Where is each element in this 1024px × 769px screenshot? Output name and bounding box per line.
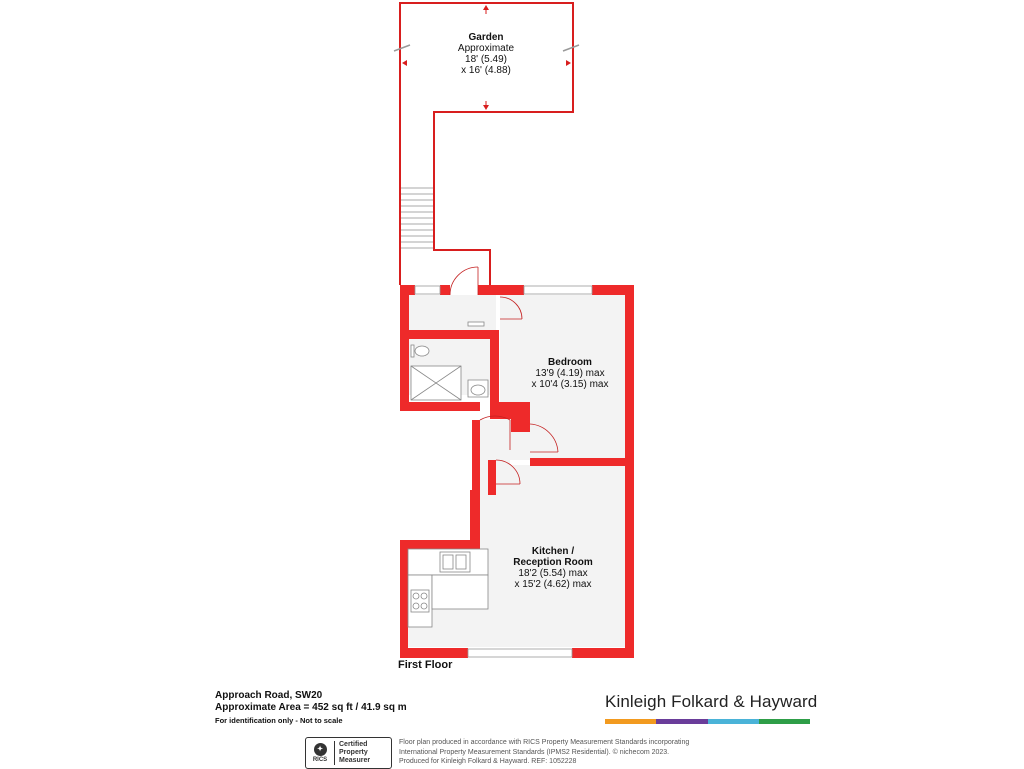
kitchen-label (500, 546, 606, 590)
approximate-area: Approximate Area = 452 sq ft / 41.9 sq m (215, 702, 407, 713)
kitchen-dim-2: x 15'2 (4.62) max (514, 579, 592, 590)
bedroom-dim-2: x 10'4 (3.15) max (531, 379, 609, 390)
bedroom-name: Bedroom (548, 357, 592, 368)
garden-dim-1: 18' (5.49) (465, 54, 507, 65)
bedroom-label (520, 357, 620, 390)
garden-name: Garden (468, 32, 504, 43)
rics-certification-text (334, 741, 370, 765)
disclaimer-line-1: Floor plan produced in accordance with RICS Property Measurement Standards incorporating (399, 739, 690, 746)
kitchen-dim-1: 18'2 (5.54) max (518, 568, 588, 579)
rics-emblem-icon: ✦ (314, 743, 327, 756)
garden-label (446, 32, 526, 76)
disclaimer-line-2: International Property Measurement Standards (IPMS2 Residential). © nichecom 2023. (399, 748, 670, 756)
disclaimer-line-3: Produced for Kinleigh Folkard & Hayward. REF: 1052228 (399, 758, 577, 765)
brand-bar-orange (605, 719, 656, 724)
kitchen-name-2: Reception Room (513, 557, 593, 568)
brand-logo (605, 692, 818, 724)
bedroom-dim-1: 13'9 (4.19) max (535, 368, 605, 379)
brand-name: Kinleigh Folkard & Hayward (605, 692, 818, 711)
garden-dim-2: x 16' (4.88) (461, 65, 511, 76)
identification-note: For identification only - Not to scale (215, 716, 343, 725)
rics-badge (305, 737, 392, 769)
brand-bar-purple (656, 719, 707, 724)
garden-subtitle: Approximate (457, 43, 515, 54)
brand-bar-blue (708, 719, 759, 724)
brand-bar-green (759, 719, 810, 724)
rics-line-2: Property (339, 749, 368, 756)
floor-title: First Floor (398, 659, 453, 671)
rics-line-1: Certified (339, 741, 368, 748)
property-address: Approach Road, SW20 (215, 690, 323, 701)
disclaimer (399, 738, 729, 767)
stairs (401, 188, 433, 248)
rics-line-3: Measurer (339, 757, 371, 764)
brand-color-bars (605, 719, 810, 724)
address-block (215, 690, 407, 728)
rics-logo-text: RICS (312, 757, 328, 763)
rics-logo (306, 739, 334, 767)
kitchen-name: Kitchen / (531, 546, 575, 557)
